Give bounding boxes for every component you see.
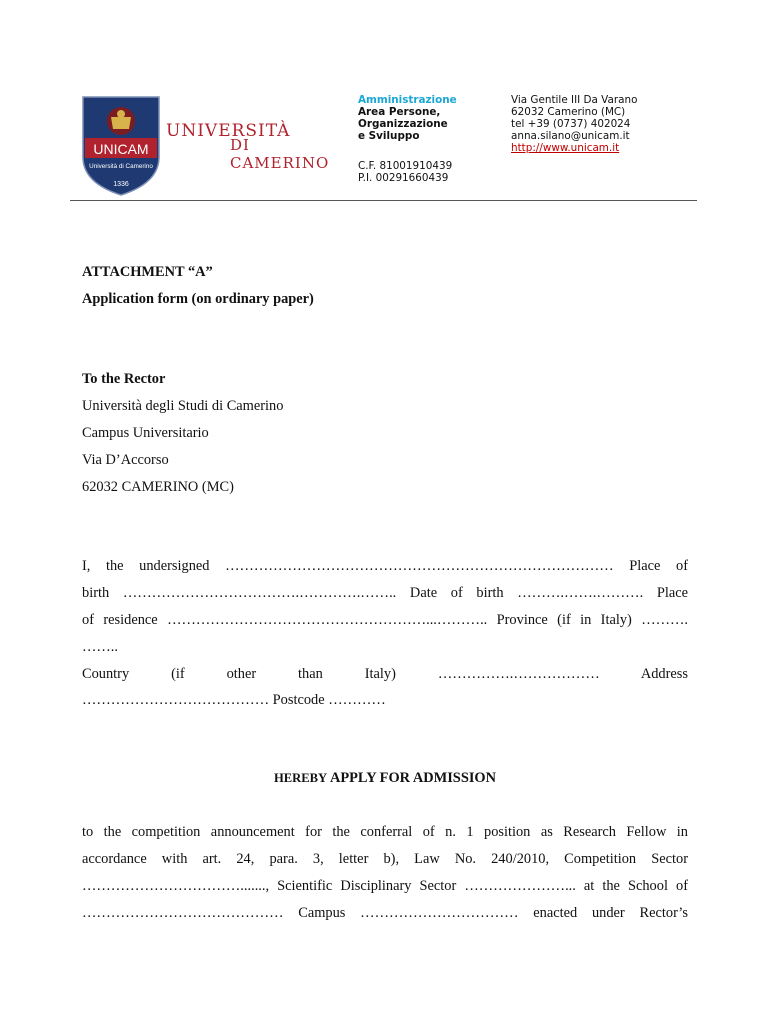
- admission-line: accordance with art. 24, para. 3, letter b), Law No. 240/2010, Competition Sector: [82, 851, 688, 867]
- department-line: Area Persone,: [358, 106, 441, 118]
- recipient-line: Università degli Studi di Camerino: [82, 398, 284, 414]
- admission-line: ……………………………......., Scientific Disciplinary Sector …………………... at the School of: [82, 878, 688, 894]
- website-link[interactable]: http://www.unicam.it: [511, 142, 620, 154]
- attachment-subtitle: Application form (on ordinary paper): [82, 291, 314, 307]
- fiscal-code: C.F. 81001910439: [358, 160, 453, 172]
- applicant-line: of residence ………………………………………………...……….. Province (if in Italy) ……….: [82, 612, 688, 628]
- applicant-line: ……..: [82, 639, 118, 655]
- university-logo: [70, 88, 336, 201]
- shield-year: 1336: [113, 181, 129, 188]
- contact-street: Via Gentile III Da Varano: [511, 94, 638, 106]
- wordmark-line1: UNIVERSITÀ: [166, 121, 291, 141]
- unicam-shield-icon: [81, 95, 161, 197]
- contact-phone: tel +39 (0737) 402024: [511, 118, 631, 130]
- header-divider: [336, 200, 697, 201]
- admission-line: …………………………………… Campus …………………………… enacted under Rector’s: [82, 905, 688, 921]
- department-label: Amministrazione: [358, 94, 457, 106]
- wordmark-line2: DI CAMERINO: [230, 136, 330, 172]
- attachment-title: ATTACHMENT “A”: [82, 264, 213, 280]
- applicant-line: I, the undersigned ……………………………………………………………………… Place of: [82, 558, 688, 574]
- vat-number: P.I. 00291660439: [358, 172, 449, 184]
- apply-heading-rest: APPLY FOR ADMISSION: [327, 770, 497, 786]
- recipient-line: Campus Universitario: [82, 425, 209, 441]
- applicant-line: ………………………………… Postcode …………: [82, 692, 386, 708]
- shield-subtitle: Università di Camerino: [89, 163, 153, 170]
- applicant-line: Country (if other than Italy) …………….……………… Address: [82, 666, 688, 682]
- recipient-line: Via D’Accorso: [82, 452, 169, 468]
- contact-email: anna.silano@unicam.it: [511, 130, 630, 142]
- apply-heading-prefix: HEREBY: [273, 771, 328, 785]
- applicant-line: birth ……………………………….………….…….. Date of birth ……….…….………. Place: [82, 585, 688, 601]
- recipient-line: 62032 CAMERINO (MC): [82, 479, 234, 495]
- recipient-salutation: To the Rector: [82, 371, 166, 387]
- contact-city: 62032 Camerino (MC): [511, 106, 626, 118]
- department-line: e Sviluppo: [358, 130, 420, 142]
- apply-heading: [0, 770, 770, 787]
- shield-title: UNICAM: [93, 141, 149, 157]
- department-line: Organizzazione: [358, 118, 448, 130]
- admission-line: to the competition announcement for the conferral of n. 1 position as Research Fellow in: [82, 824, 688, 840]
